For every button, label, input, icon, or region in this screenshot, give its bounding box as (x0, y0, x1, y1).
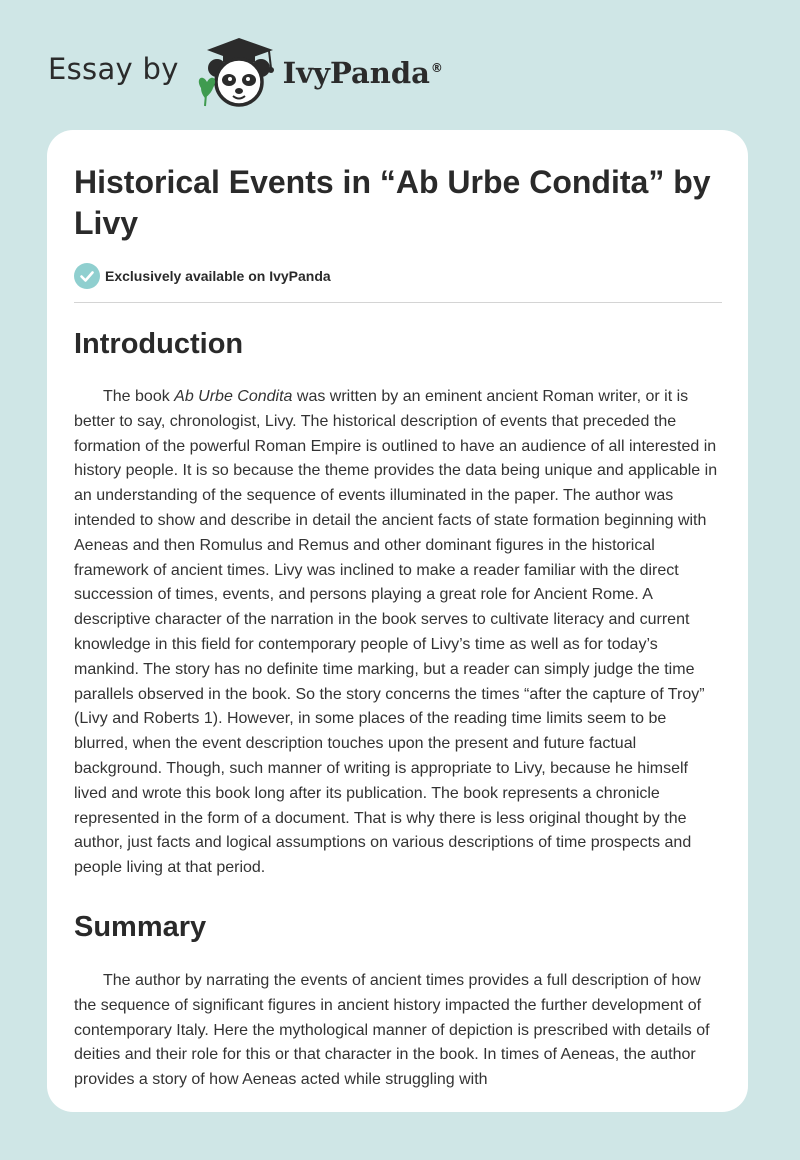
brand-name-text: IvyPanda (282, 56, 430, 90)
brand-prefix: Essay by (48, 52, 179, 86)
introduction-rest: was written by an eminent ancient Roman writer, or it is better to say, chronologist, Livy. The historical description of events that preceded the formation of the powerful Roman Empire is outlined to have an audience of all interested in history people. It is so because the theme provides the data being unique and applicable in an understanding of the sequence of events illuminated in the paper. The author was intended to show and describe in detail the ancient facts of state formation beginning with Aeneas and then Romulus and Remus and other dominant figures in the historical framework of ancient times. Livy was inclined to make a reader familiar with the direct succession of times, events, and persons playing a great role for Ancient Rome. A descriptive character of the narration in the book serves to cultivate literacy and current knowledge in this field for contemporary people of Livy’s time as well as for today’s mankind. The story has no definite time marking, but a reader can simply judge the time parallels observed in the book. So the story concerns the times “after the capture of Troy” (Livy and Roberts 1). However, in some places of the reading time limits seem to be blurred, when the event description touches upon the present and future factual background. Though, such manner of writing is appropriate to Livy, because he himself lived and wrote this book long after its publication. The book represents a chronicle represented in the form of a document. That is why there is less original thought by the author, just facts and logical assumptions on various descriptions of time prospects and people living at that period. (74, 388, 718, 877)
introduction-lead: The book (103, 388, 175, 405)
title-divider (74, 302, 722, 303)
section-introduction (74, 326, 722, 881)
exclusive-badge-text: Exclusively available on IvyPanda (105, 268, 331, 284)
registered-mark: ® (430, 61, 443, 76)
brand-name (283, 56, 443, 90)
brand-header[interactable] (48, 34, 443, 110)
introduction-paragraph (74, 385, 722, 881)
book-title-italic: Ab Urbe Condita (174, 388, 293, 405)
section-summary (74, 909, 722, 1093)
check-circle-icon (74, 263, 100, 289)
section-heading-summary: Summary (74, 910, 207, 943)
exclusive-badge (74, 262, 722, 290)
panda-graduate-icon (193, 34, 279, 110)
section-heading-introduction: Introduction (74, 328, 244, 360)
page-title: Historical Events in “Ab Urbe Condita” by Livy (74, 164, 711, 241)
summary-paragraph: The author by narrating the events of ancient times provides a full description of how the sequence of significant figures in ancient history impacted the further development of contemporary Italy. Here the mythological manner of depiction is prescribed with details of deities and their role for this or that character in the book. In times of Aeneas, the author provides a story of how Aeneas acted while struggling with (74, 971, 710, 1089)
article-card (47, 130, 748, 1112)
